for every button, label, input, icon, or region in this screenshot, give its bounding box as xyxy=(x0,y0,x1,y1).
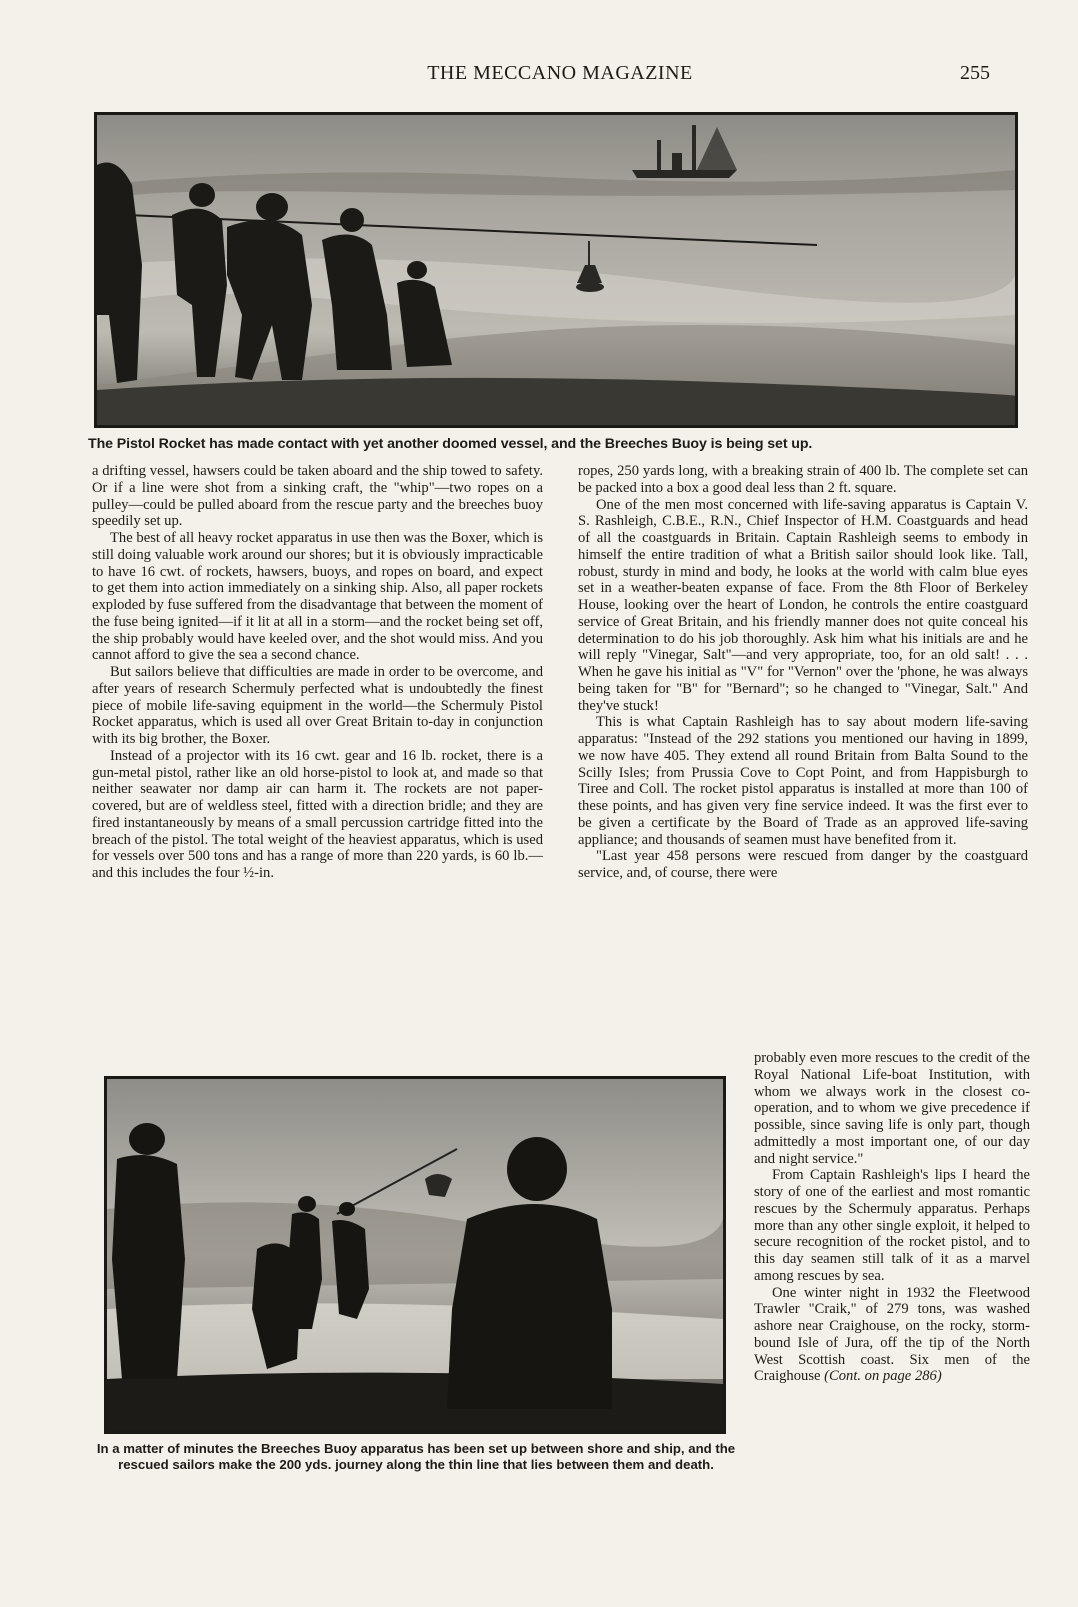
photo-breeches-buoy-rescue-image xyxy=(107,1079,723,1431)
paragraph: "Last year 458 persons were rescued from danger by the coastguard service, and, of course, there were xyxy=(578,848,1028,881)
paragraph: a drifting vessel, hawsers could be taken aboard and the ship towed to safety. Or if a line were shot from a sinking craft, the "whip"—two ropes on a pulley—could be pulled aboard from the rescue party and the breeches buoy speedily set up. xyxy=(92,463,543,530)
paragraph: probably even more rescues to the credit of the Royal National Life-boat Institution, with whom we always work in the closest co-operation, and to whom we give precedence if possible, since saving life is only part, though admittedly a most important one, of our day and night service." xyxy=(754,1050,1030,1167)
paragraph xyxy=(754,1285,1030,1386)
bottom-photo-caption: In a matter of minutes the Breeches Buoy apparatus has been set up between shore and ship, and the rescued sailors make the 200 yds. journey along the thin line that lies between them and death. xyxy=(96,1441,736,1472)
paragraph: From Captain Rashleigh's lips I heard the story of one of the earliest and most romantic rescues by the Schermuly apparatus. Perhaps more than any other single exploit, it helped to secure recognition of the rocket pistol, and to this day seamen still talk of it as a marvel among rescues by sea. xyxy=(754,1167,1030,1284)
photo-pistol-rocket-rescue xyxy=(94,112,1018,428)
paragraph: This is what Captain Rashleigh has to say about modern life-saving apparatus: "Instead of the 292 stations you mentioned our having in 1899, we now have 405. They extend all round Britain from Balta Sound to the Scilly Isles; from Prussia Cove to Copt Point, and from Happisburgh to Tiree and Coll. The rocket pistol apparatus is installed at more than 100 of these points, and has given very fine service indeed. It was the first ever to be given a certificate by the Board of Trade as an approved life-saving appliance; and thousands of seamen must have benefited from it. xyxy=(578,714,1028,848)
right-narrow-text-column xyxy=(754,1050,1030,1385)
paragraph-text: One winter night in 1932 the Fleetwood Trawler "Craik," of 279 tons, was washed ashore near Craighouse, on the rocky, storm-bound Isle of Jura, off the tip of the North West Scottish coast. Six men of the Craighouse xyxy=(754,1284,1030,1385)
left-text-column xyxy=(92,463,543,882)
continuation-note: (Cont. on page 286) xyxy=(824,1368,942,1385)
paragraph: But sailors believe that difficulties are made in order to be overcome, and after years of research Schermuly perfected what is undoubtedly the finest piece of mobile life-saving equipment in the world—the Schermuly Pistol Rocket apparatus, which is used all over Great Britain to-day in conjunction with its big brother, the Boxer. xyxy=(92,664,543,747)
paragraph: ropes, 250 yards long, with a breaking strain of 400 lb. The complete set can be packed into a box a good deal less than 2 ft. square. xyxy=(578,463,1028,496)
page-header xyxy=(0,62,1078,92)
paragraph: Instead of a projector with its 16 cwt. gear and 16 lb. rocket, there is a gun-metal pistol, rather like an old horse-pistol to look at, and made so that neither seawater nor damp air can harm it. The rockets are not paper-covered, but are of weldless steel, fitted with a direction bridle; and they are fired instantaneously by means of a small percussion cartridge fitted into the breach of the pistol. The total weight of the heaviest apparatus, which is used for vessels over 500 tons and has a range of more than 220 yards, is 60 lb.—and this includes the four ½-in. xyxy=(92,747,543,881)
top-photo-caption: The Pistol Rocket has made contact with yet another doomed vessel, and the Breeches Buoy is being set up. xyxy=(88,436,813,452)
paragraph: The best of all heavy rocket apparatus in use then was the Boxer, which is still doing valuable work around our shores; but it is obviously impracticable to have 16 cwt. of rockets, hawsers, buoys, and ropes on board, and expect to get them into action immediately on a sinking ship. Also, all paper rockets exploded by fuse suffered from the disadvantage that between the moment of the fuse being ignited—if it lit at all in a storm—and the rocket being set off, the ship probably would have keeled over, and the shot would miss. And you cannot afford to give the sea a second chance. xyxy=(92,530,543,664)
right-text-column xyxy=(578,463,1028,882)
page-number: 255 xyxy=(960,62,990,84)
photo-pistol-rocket-rescue-image xyxy=(97,115,1015,425)
paragraph: One of the men most concerned with life-saving apparatus is Captain V. S. Rashleigh, C.B.E., R.N., Chief Inspector of H.M. Coastguards and head of all the coastguards in Britain. Captain Rashleigh seems to embody in himself the entire tradition of what a British sailor should look like. Tall, robust, sturdy in mind and body, he looks at the world with calm blue eyes set in a weather-beaten expanse of face. From the 8th Floor of Berkeley House, looking over the heart of London, he controls the entire coastguard service of Great Britain, and his friendly manner does not quite conceal his determination to do his job thoroughly. Ask him what his initials are and he will reply "Vinegar, Salt"—and very appropriate, too, for an old salt! . . . When he gave his initial as "V" for "Vernon" over the 'phone, he was always being taken for "B" for "Bernard"; so he changed to "Vinegar, Salt." And they've stuck! xyxy=(578,496,1028,714)
photo-breeches-buoy-rescue xyxy=(104,1076,726,1434)
magazine-title: THE MECCANO MAGAZINE xyxy=(427,62,693,84)
